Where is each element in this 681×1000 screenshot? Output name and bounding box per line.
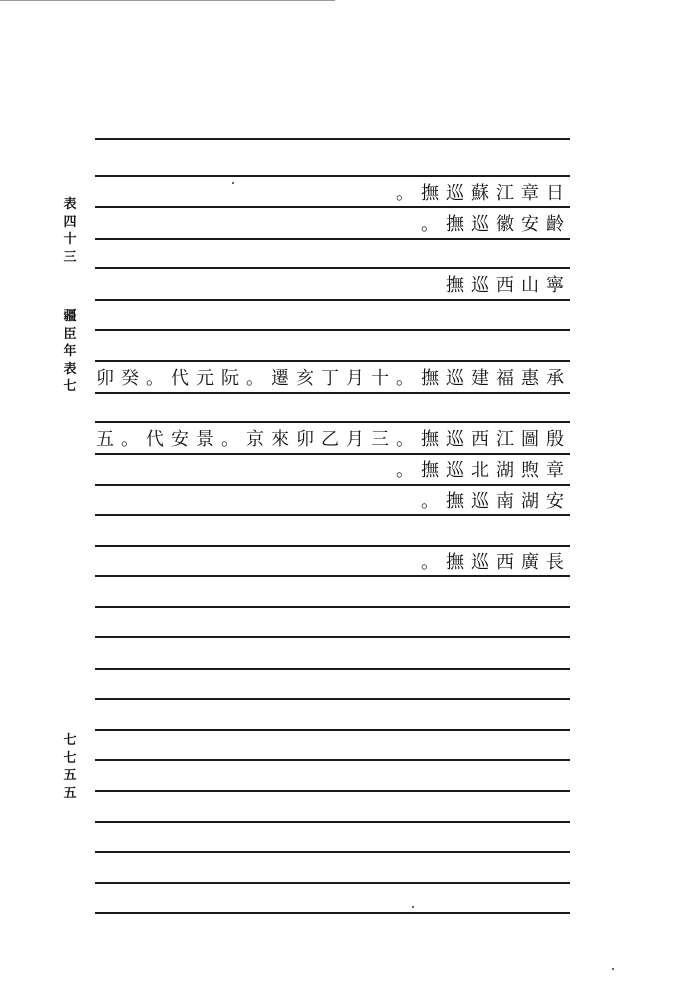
table-row — [94, 425, 571, 451]
table-row — [419, 548, 571, 574]
table-rule — [95, 299, 570, 301]
table-row — [394, 179, 571, 205]
margin-char: 五 — [63, 768, 77, 783]
row-text: 日章江蘇巡撫。 — [396, 183, 571, 204]
margin-char: 五 — [63, 785, 77, 801]
margin-page-number — [62, 732, 78, 802]
table-rule — [95, 912, 570, 914]
table-rule — [95, 698, 570, 700]
margin-char: 七 — [63, 750, 77, 766]
margin-char: 年 — [63, 344, 77, 359]
print-speck — [232, 182, 234, 184]
margin-header — [62, 196, 78, 266]
table-row — [419, 487, 571, 513]
margin-char: 七 — [63, 733, 77, 748]
row-text: 寧山西巡撫 — [446, 275, 571, 296]
table-rule — [95, 206, 570, 208]
table-rule — [95, 484, 570, 486]
margin-char: 四 — [63, 214, 77, 230]
table-rule — [95, 668, 570, 670]
table-rule — [95, 545, 570, 547]
table-rule — [95, 514, 570, 516]
table-rule — [95, 606, 570, 608]
row-text: 長廣西巡撫。 — [421, 552, 571, 573]
table-rule — [95, 329, 570, 331]
table-rule — [95, 421, 570, 423]
table-rule — [95, 267, 570, 269]
page-top-edge — [0, 0, 335, 1]
table-rule — [95, 759, 570, 761]
table-rule — [95, 138, 570, 140]
table-rule — [95, 636, 570, 638]
print-speck — [612, 968, 614, 970]
table-rule — [95, 392, 570, 394]
table-rule — [95, 238, 570, 240]
table-rule — [95, 729, 570, 731]
table-rule — [95, 882, 570, 884]
row-text: 齡安徽巡撫。 — [421, 214, 571, 235]
table-rule — [95, 360, 570, 362]
table-row — [444, 271, 571, 297]
table-rule — [95, 175, 570, 177]
table-rule — [95, 453, 570, 455]
table-row — [419, 210, 571, 236]
margin-char: 三 — [63, 249, 77, 265]
table-rule — [95, 851, 570, 853]
table-row — [394, 456, 571, 482]
row-text: 殷圖江西巡撫。三月乙卯來京。景安代。五 — [96, 429, 571, 450]
table-rule — [95, 821, 570, 823]
margin-char: 疆 — [63, 309, 77, 324]
table-rule — [95, 790, 570, 792]
row-text: 章煦湖北巡撫。 — [396, 460, 571, 481]
margin-char: 表 — [63, 361, 77, 377]
margin-char: 十 — [63, 232, 77, 247]
row-text: 承惠福建巡撫。十月丁亥遷。阮元代。癸卯 — [96, 368, 571, 389]
margin-char: 七 — [63, 379, 77, 394]
table-row — [94, 364, 571, 390]
print-speck — [412, 906, 414, 908]
margin-char: 臣 — [63, 326, 77, 342]
row-text: 安湖南巡撫。 — [421, 491, 571, 512]
margin-char: 表 — [63, 197, 77, 212]
margin-section-title — [62, 308, 78, 396]
table-rule — [95, 575, 570, 577]
